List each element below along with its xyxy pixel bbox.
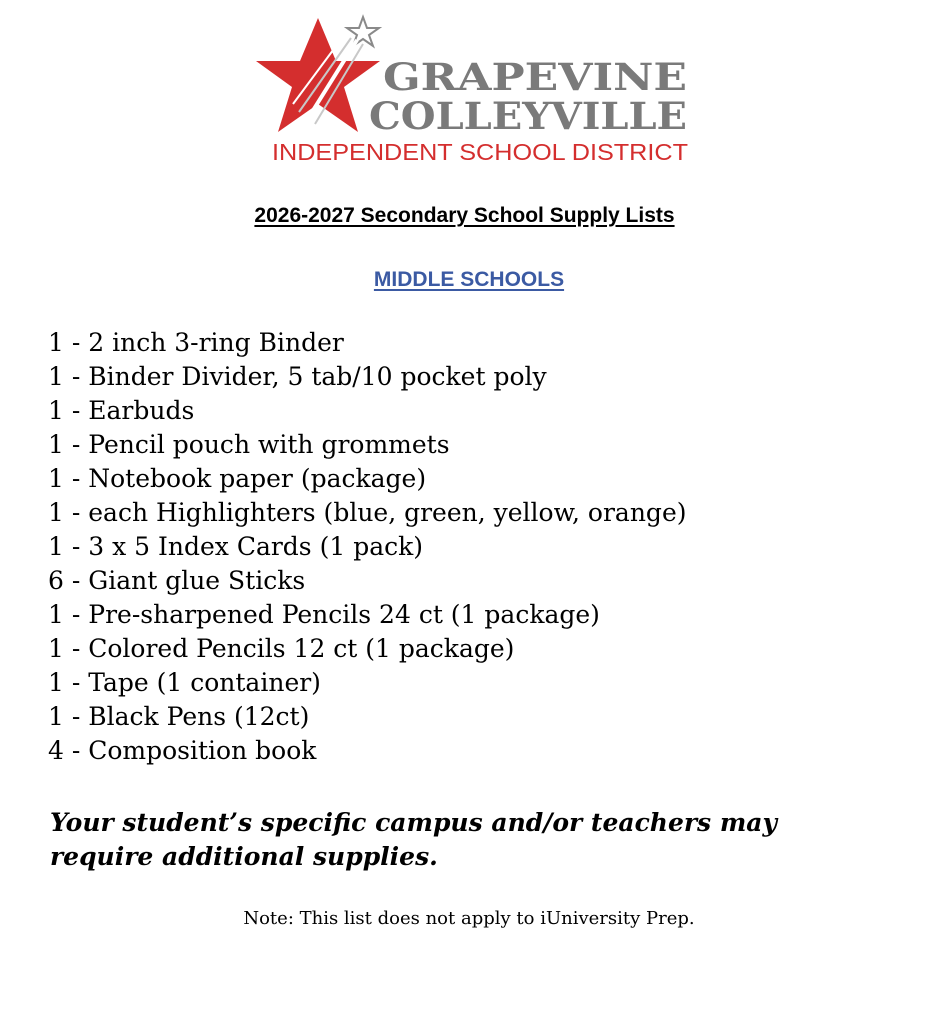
supply-item: 1 - Notebook paper (package)	[48, 464, 427, 493]
logo-line-colleyville: COLLEYVILLE	[369, 94, 687, 138]
supply-item: 1 - Tape (1 container)	[48, 668, 321, 697]
supply-item: 1 - Black Pens (12ct)	[48, 702, 310, 731]
supply-item: 6 - Giant glue Sticks	[48, 566, 306, 595]
additional-supplies-notice: Your student’s specific campus and/or teachers may require additional supplies.	[50, 808, 778, 871]
supply-item: 1 - Binder Divider, 5 tab/10 pocket poly	[48, 362, 547, 391]
logo-line-district: INDEPENDENT SCHOOL DISTRICT	[272, 139, 688, 165]
footnote: Note: This list does not apply to iUniversity Prep.	[243, 908, 695, 929]
supply-item: 1 - Pencil pouch with grommets	[48, 430, 450, 459]
supply-item: 1 - Pre-sharpened Pencils 24 ct (1 package)	[48, 600, 600, 629]
page-title: 2026-2027 Secondary School Supply Lists	[254, 204, 675, 227]
supply-item: 4 - Composition book	[48, 736, 317, 765]
supply-item: 1 - Earbuds	[48, 396, 195, 425]
supply-item: 1 - Colored Pencils 12 ct (1 package)	[48, 634, 515, 663]
district-logo	[245, 12, 695, 172]
logo-line-grapevine: GRAPEVINE	[383, 55, 687, 99]
supply-item: 1 - 2 inch 3-ring Binder	[48, 328, 344, 357]
supply-item: 1 - 3 x 5 Index Cards (1 pack)	[48, 532, 423, 561]
supply-item: 1 - each Highlighters (blue, green, yellow, orange)	[48, 498, 687, 527]
star-icon	[256, 17, 380, 132]
supply-list	[48, 326, 687, 768]
section-heading-middle-schools[interactable]: MIDDLE SCHOOLS	[373, 268, 565, 291]
